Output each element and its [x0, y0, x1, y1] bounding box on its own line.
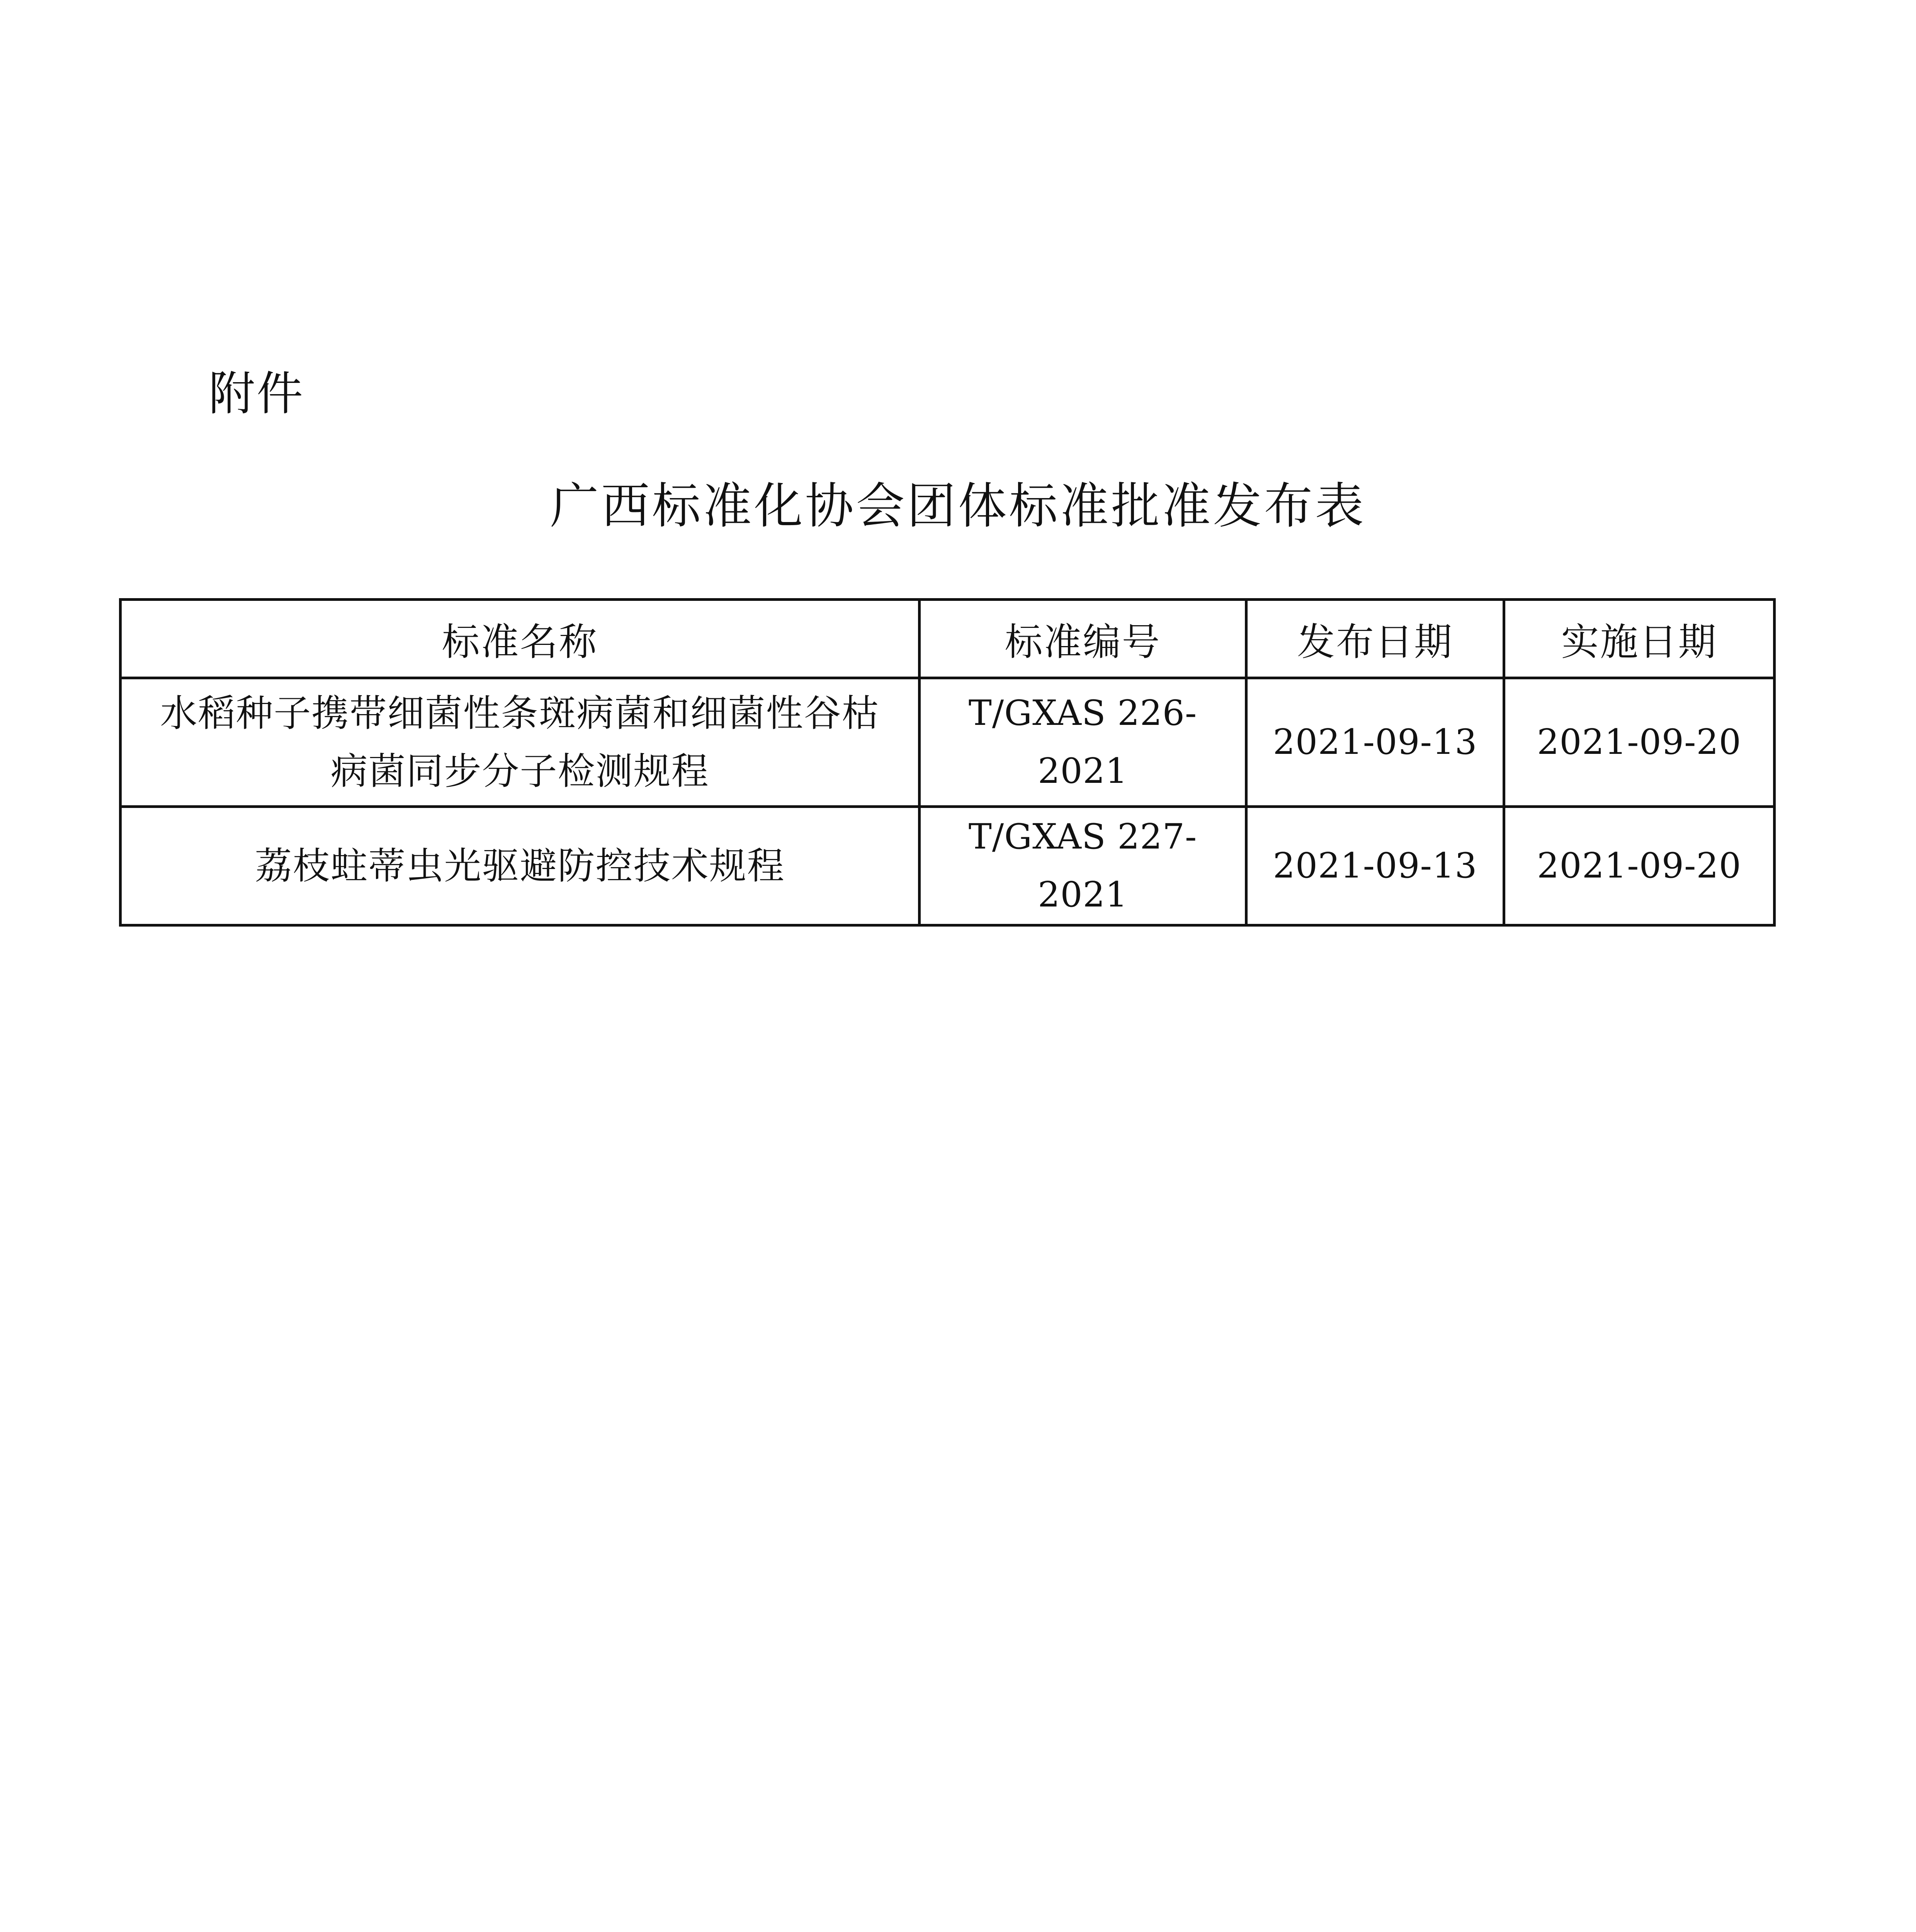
- standard-name-cell: 水稻种子携带细菌性条斑病菌和细菌性谷枯病菌同步分子检测规程: [121, 678, 920, 807]
- attachment-label: 附件: [209, 367, 304, 421]
- standards-approval-table: [119, 598, 1776, 927]
- header-standard-name: 标准名称: [121, 600, 920, 678]
- header-effective-date: 实施日期: [1504, 600, 1775, 678]
- table-row: [121, 678, 1775, 807]
- standard-number-cell: T/GXAS 226-2021: [920, 678, 1246, 807]
- table-header-row: [121, 600, 1775, 678]
- document-title: 广西标准化协会团体标准批准发布表: [550, 478, 1366, 534]
- release-date-cell: 2021-09-13: [1246, 807, 1504, 925]
- effective-date-cell: 2021-09-20: [1504, 678, 1775, 807]
- standard-name-cell: 荔枝蛀蒂虫光驱避防控技术规程: [121, 807, 920, 925]
- table-row: [121, 807, 1775, 925]
- release-date-cell: 2021-09-13: [1246, 678, 1504, 807]
- effective-date-cell: 2021-09-20: [1504, 807, 1775, 925]
- header-standard-number: 标准编号: [920, 600, 1246, 678]
- standard-number-cell: T/GXAS 227-2021: [920, 807, 1246, 925]
- header-release-date: 发布日期: [1246, 600, 1504, 678]
